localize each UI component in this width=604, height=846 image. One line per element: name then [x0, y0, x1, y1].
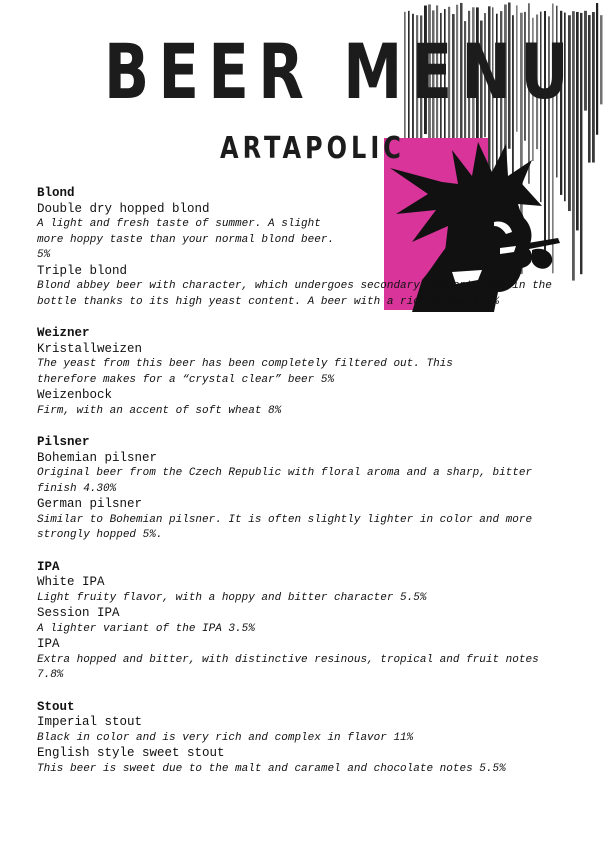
menu-title: BEER MENU [104, 27, 578, 116]
beer-description: Black in color and is very rich and complex in flavor 11% [37, 731, 414, 744]
beer-name: Double dry hopped blond [37, 201, 210, 216]
beer-description: A light and fresh taste of summer. A slight more hoppy taste than your normal blond beer. 5% [37, 218, 335, 261]
section-pilsner [37, 435, 567, 544]
section-ipa [37, 560, 567, 684]
section-stout [37, 700, 567, 778]
beer-name: English style sweet stout [37, 746, 225, 760]
beer-name: German pilsner [37, 497, 143, 511]
section-title: Stout [37, 699, 75, 714]
section-title: Pilsner [37, 435, 90, 449]
beer-description: The yeast from this beer has been completely filtered out. This therefore makes for a “crystal clear” beer 5% [37, 358, 453, 386]
beer-description: Light fruity flavor, with a hoppy and bitter character 5.5% [37, 591, 427, 604]
brand-subtitle: ARTAPOLIC [220, 131, 405, 166]
beer-name: Session IPA [37, 606, 120, 620]
section-title: Blond [37, 186, 75, 200]
beer-name: Triple blond [37, 263, 128, 278]
beer-name: IPA [37, 637, 60, 651]
beer-name: Imperial stout [37, 715, 143, 729]
section-title: Weizner [37, 326, 90, 340]
beer-description: Original beer from the Czech Republic with floral aroma and a sharp, bitter finish 4.30% [37, 467, 533, 495]
beer-name: White IPA [37, 575, 105, 589]
beer-menu-list [37, 186, 567, 793]
beer-description: This beer is sweet due to the malt and caramel and chocolate notes 5.5% [37, 762, 506, 775]
beer-name: Kristallweizen [37, 341, 143, 356]
beer-description: Extra hopped and bitter, with distinctive resinous, tropical and fruit notes 7.8% [37, 653, 539, 681]
section-title: IPA [37, 559, 60, 574]
section-weizner [37, 326, 567, 419]
section-blond [37, 186, 567, 310]
beer-description: A lighter variant of the IPA 3.5% [37, 622, 255, 635]
beer-description: Firm, with an accent of soft wheat 8% [37, 404, 282, 417]
beer-name: Weizenbock [37, 388, 113, 402]
beer-name: Bohemian pilsner [37, 450, 158, 465]
beer-description: Blond abbey beer with character, which undergoes secondary fermentation in the bottle thanks to its high yeast content. A beer with a rich aroma 8.5% [37, 280, 552, 308]
beer-description: Similar to Bohemian pilsner. It is often slightly lighter in color and more strongly hopped 5%. [37, 513, 533, 541]
